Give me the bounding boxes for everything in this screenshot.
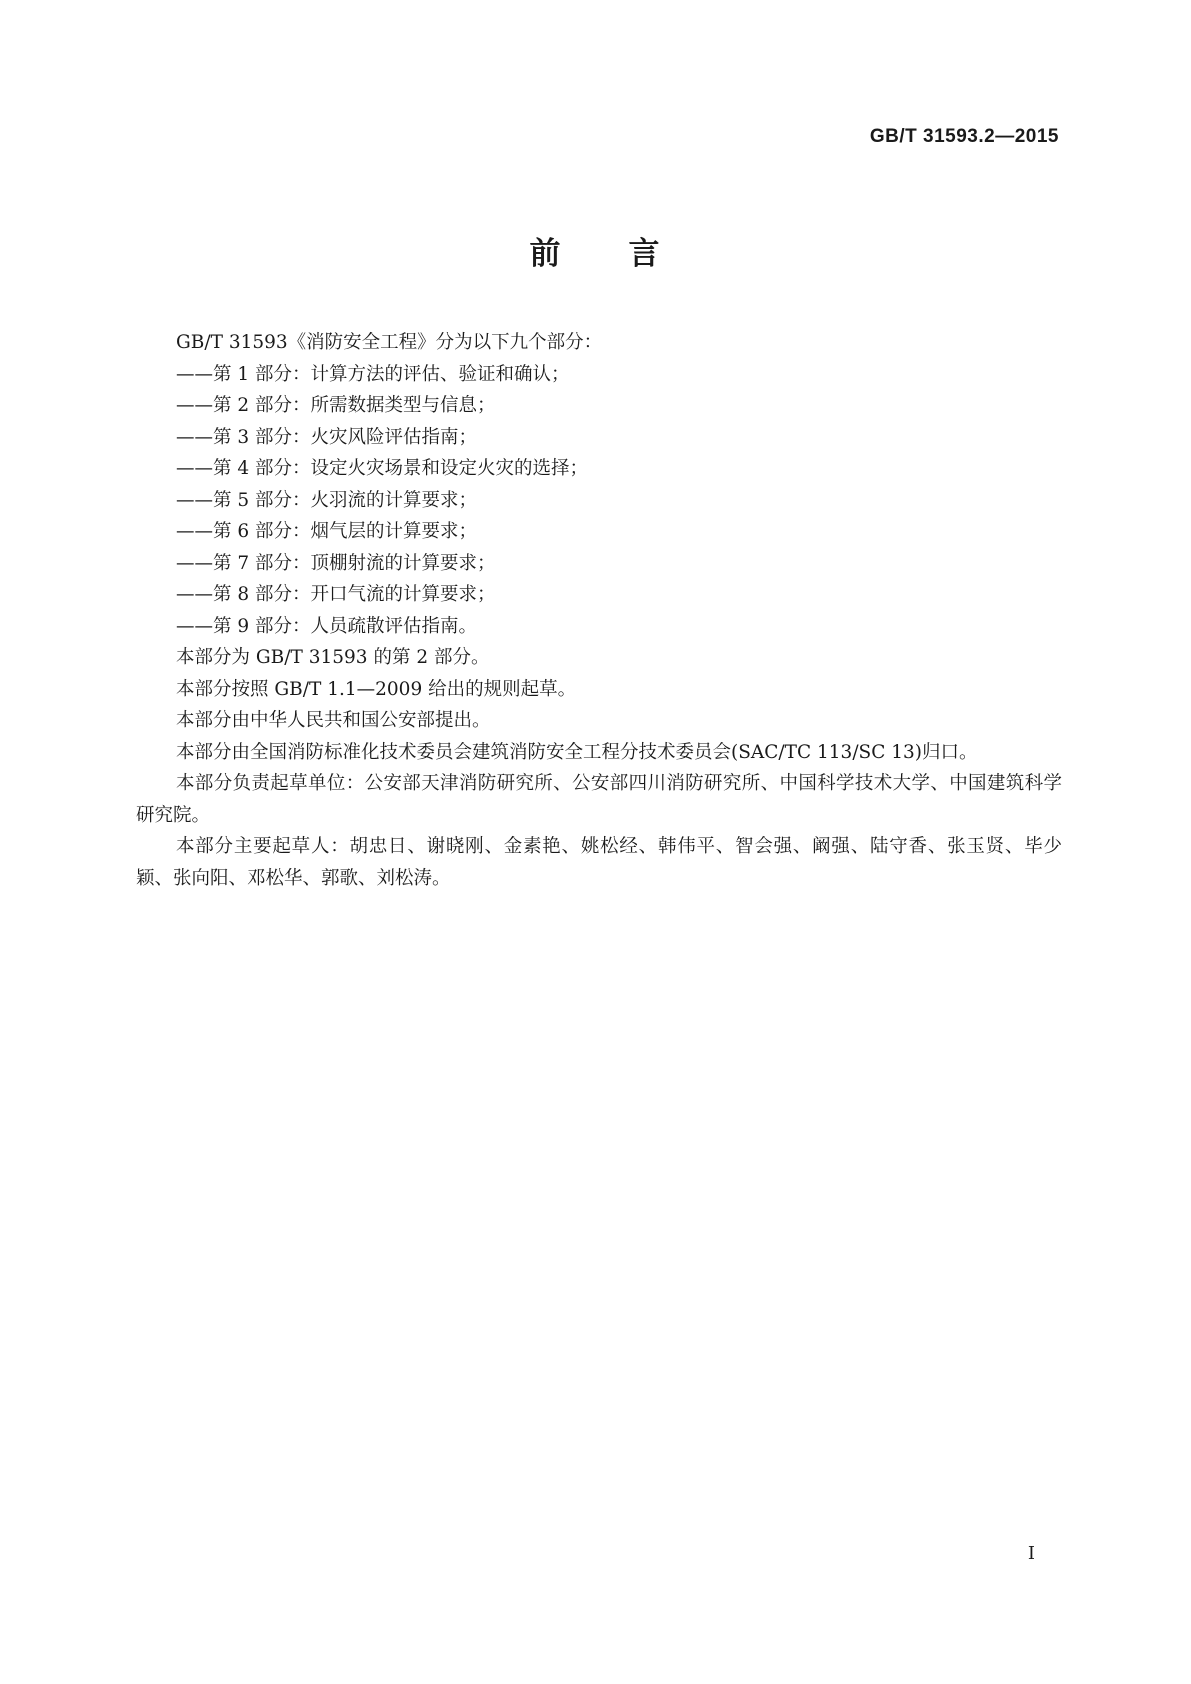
list-item: ——第 6 部分：烟气层的计算要求；: [176, 521, 478, 542]
list-item: ——第 1 部分：计算方法的评估、验证和确认；: [176, 363, 570, 385]
page-number: I: [1027, 1543, 1035, 1564]
centralized-by-statement: 本部分由全国消防标准化技术委员会建筑消防安全工程分技术委员会(SAC/TC 113/SC 13)归口。: [176, 741, 978, 763]
standard-number: GB/T 31593.2—2015: [869, 126, 1059, 147]
page-title: 前 言: [529, 236, 662, 272]
list-item: ——第 5 部分：火羽流的计算要求；: [176, 489, 478, 511]
intro-paragraph: GB/T 31593《消防安全工程》分为以下九个部分：: [176, 332, 603, 353]
foreword-body: [136, 327, 1062, 894]
list-item: ——第 2 部分：所需数据类型与信息；: [176, 395, 496, 416]
this-part-statement: 本部分为 GB/T 31593 的第 2 部分。: [176, 647, 490, 668]
list-item: ——第 9 部分：人员疏散评估指南。: [176, 615, 478, 637]
proposed-by-statement: 本部分由中华人民共和国公安部提出。: [176, 710, 491, 731]
drafting-rules-statement: 本部分按照 GB/T 1.1—2009 给出的规则起草。: [176, 678, 577, 700]
drafting-units-statement: 本部分负责起草单位：公安部天津消防研究所、公安部四川消防研究所、中国科学技术大学、中国建筑科学研究院。: [136, 773, 1062, 826]
drafters-statement: 本部分主要起草人：胡忠日、谢晓刚、金素艳、姚松经、韩伟平、智会强、阚强、陆守香、张玉贤、毕少颖、张向阳、邓松华、郭歌、刘松涛。: [136, 836, 1062, 889]
list-item: ——第 4 部分：设定火灾场景和设定火灾的选择；: [176, 458, 589, 479]
list-item: ——第 7 部分：顶棚射流的计算要求；: [176, 552, 496, 574]
list-item: ——第 8 部分：开口气流的计算要求；: [176, 584, 496, 605]
list-item: ——第 3 部分：火灾风险评估指南；: [176, 426, 478, 448]
